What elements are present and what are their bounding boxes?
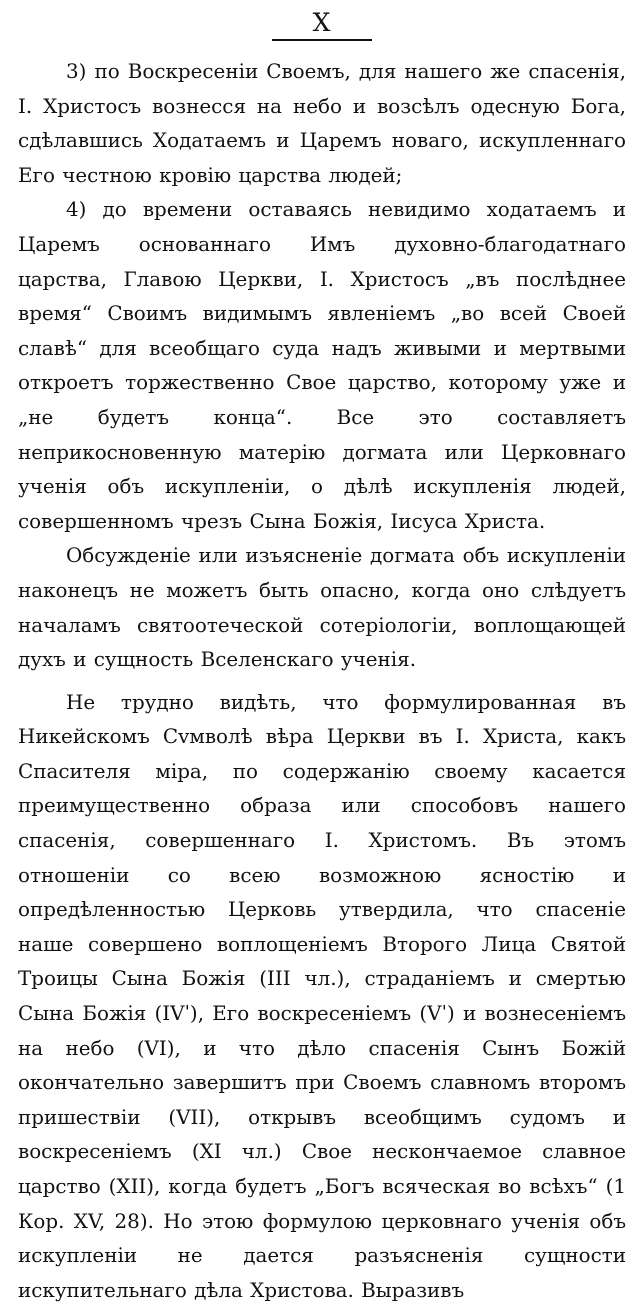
body-text	[18, 55, 626, 1308]
paragraph-dogma-discussion: Обсужденіе или изъясненіе догмата объ искупленіи наконецъ не можетъ быть опасно, когда оно слѣдуетъ началамъ святоотеческой сотеріологіи, воплощающей духъ и сущность Вселенскаго ученія.	[18, 544, 626, 672]
paragraph-item-3: 3) по Воскресеніи Своемъ, для нашего же спасенія, І. Христосъ вознесся на небо и возсѣлъ одесную Бога, сдѣлавшись Ходатаемъ и Царемъ новаго, искупленнаго Его честною кровію царства людей;	[18, 60, 626, 187]
book-page	[18, 0, 626, 1302]
paragraph-item-4: 4) до времени оставаясь невидимо ходатаемъ и Царемъ основаннаго Имъ духовно-благодатнаго царства, Главою Церкви, І. Христосъ „въ послѣднее время“ Своимъ видимымъ явленіемъ „во всей Своей славѣ“ для всеобщаго суда надъ живыми и мертвыми откроетъ торжественно Свое царство, которому уже и „не будетъ конца“. Все это составляетъ неприкосновенную матерію догмата или Церковнаго ученія объ искупленіи, о дѣлѣ искупленія людей, совершенномъ чрезъ Сына Божія, Іисуса Христа.	[18, 198, 626, 533]
page-header	[18, 0, 626, 41]
paragraph-nicene-creed: Не трудно видѣть, что формулированная въ Никейскомъ Сvмволѣ вѣра Церкви въ І. Христа, какъ Спасителя міра, по содержанію своему касается преимущественно образа или способовъ нашего спасенія, совершеннаго І. Христомъ. Въ этомъ отношеніи со всею возможною ясностію и опредѣленностью Церковь утвердила, что спасеніе наше совершено воплощеніемъ Второго Лица Святой Троицы Сына Божія (III чл.), страданіемъ и смертью Сына Божія (IVˈ), Его воскресеніемъ (Vˈ) и вознесеніемъ на небо (VI), и что дѣло спасенія Сынъ Божій окончательно завершитъ при Своемъ славномъ второмъ пришествіи (VII), открывъ всеобщимъ судомъ и воскресеніемъ (XI чл.) Свое нескончаемое славное царство (XII), когда будетъ „Богъ всяческая во всѣхъ“ (1 Кор. XV, 28). Но этою формулою церковнаго ученія объ искупленіи не дается разъясненія сущности искупительнаго дѣла Христова. Выразивъ	[18, 690, 626, 1302]
page-number: X	[312, 8, 332, 37]
header-rule	[272, 39, 372, 41]
